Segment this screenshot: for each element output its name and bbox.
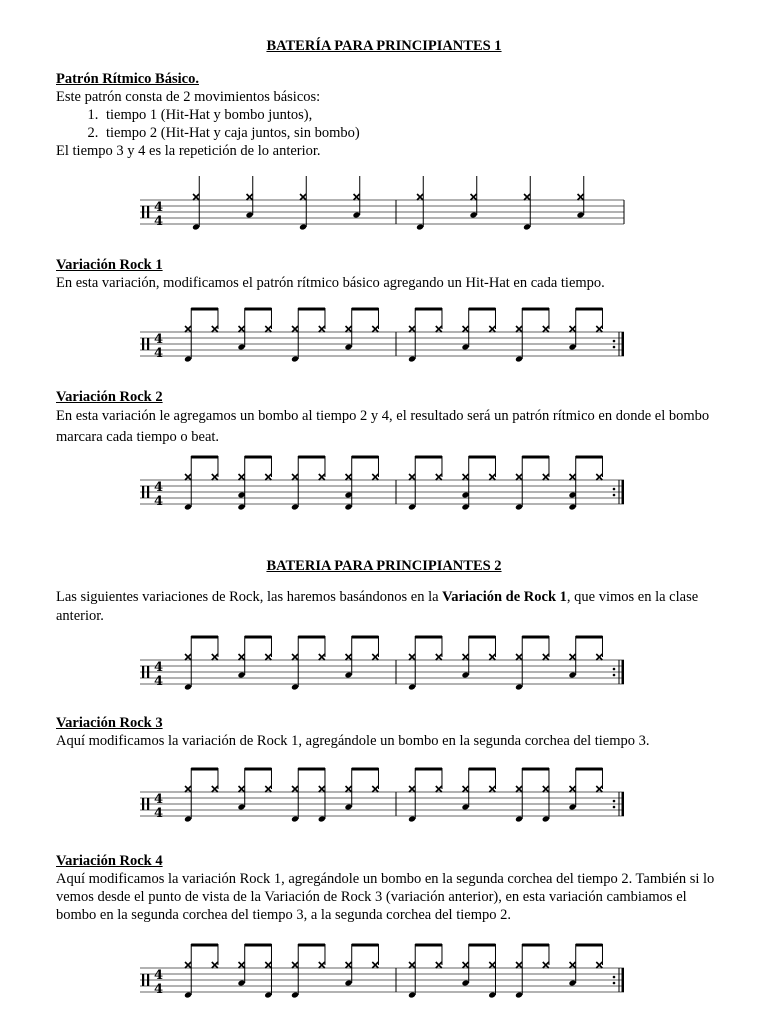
staff-svg xyxy=(132,452,632,516)
section-outro-basic: El tiempo 3 y 4 es la repetición de lo anterior. xyxy=(56,143,321,159)
drum-note xyxy=(184,944,192,999)
time-signature-bottom: 4 xyxy=(154,346,164,361)
section-intro2 xyxy=(56,588,716,626)
drum-note xyxy=(212,768,218,792)
drum-note xyxy=(515,768,523,823)
drum-note xyxy=(489,308,495,332)
final-barline xyxy=(622,968,625,992)
percussion-clef-bar xyxy=(142,206,144,218)
section-heading-rock1: Variación Rock 1 xyxy=(56,257,163,273)
beam xyxy=(298,308,325,311)
beam xyxy=(415,944,442,947)
drum-note xyxy=(596,636,602,660)
time-signature-bottom: 4 xyxy=(154,674,164,689)
drum-note xyxy=(291,768,299,823)
drum-note xyxy=(408,636,416,691)
repeat-dot xyxy=(613,806,616,809)
page-title-1: BATERÍA PARA PRINCIPIANTES 1 xyxy=(266,38,502,54)
section-text-rock2: En esta variación le agregamos un bombo al tiempo 2 y 4, el resultado será un patrón rítmico en donde el bombo marcara cada tiempo o beat. xyxy=(56,408,710,445)
beam xyxy=(576,944,603,947)
drum-note xyxy=(344,456,352,511)
beam xyxy=(576,456,603,459)
beam xyxy=(352,456,379,459)
time-signature-top: 4 xyxy=(154,968,164,983)
staff-svg xyxy=(132,940,632,1004)
section-heading-rock4: Variación Rock 4 xyxy=(56,853,163,869)
percussion-clef-bar xyxy=(147,798,149,810)
beam xyxy=(298,636,325,639)
drum-note xyxy=(318,768,326,823)
drum-note xyxy=(291,308,299,363)
beam xyxy=(415,768,442,771)
beam xyxy=(352,636,379,639)
beam xyxy=(352,768,379,771)
drum-note xyxy=(291,944,299,999)
staff-svg xyxy=(132,172,632,236)
time-signature-top: 4 xyxy=(154,332,164,347)
beam xyxy=(522,456,549,459)
drum-note xyxy=(543,456,549,480)
drum-note xyxy=(291,636,299,691)
drum-note xyxy=(515,944,523,999)
drum-note xyxy=(372,456,378,480)
percussion-clef-bar xyxy=(147,206,149,218)
drum-note xyxy=(184,308,192,363)
section-heading-rock2: Variación Rock 2 xyxy=(56,389,163,405)
beam xyxy=(576,308,603,311)
drum-note xyxy=(372,944,378,968)
beam xyxy=(245,456,272,459)
drum-note xyxy=(264,944,272,999)
time-signature-top: 4 xyxy=(154,200,164,215)
drum-staff-basic xyxy=(132,172,632,236)
drum-note xyxy=(265,456,271,480)
drum-note xyxy=(408,768,416,823)
drum-staff-rock1-repeat xyxy=(132,632,632,696)
percussion-clef-bar xyxy=(142,666,144,678)
repeat-dot xyxy=(613,488,616,491)
beam xyxy=(191,944,218,947)
time-signature-top: 4 xyxy=(154,480,164,495)
drum-note xyxy=(237,456,245,511)
section-heading-basic: Patrón Rítmico Básico. xyxy=(56,71,199,87)
drum-note xyxy=(408,456,416,511)
intro2-text xyxy=(56,588,716,626)
percussion-clef-bar xyxy=(142,798,144,810)
intro2-text-bold: Variación de Rock 1 xyxy=(442,589,567,605)
percussion-clef-bar xyxy=(147,338,149,350)
drum-note xyxy=(299,176,307,231)
final-barline xyxy=(622,660,625,684)
beam xyxy=(415,308,442,311)
drum-note xyxy=(184,636,192,691)
repeat-dot xyxy=(613,494,616,497)
final-barline xyxy=(622,332,625,356)
beam xyxy=(469,308,496,311)
section-heading-rock3: Variación Rock 3 xyxy=(56,715,163,731)
beam xyxy=(191,308,218,311)
beam xyxy=(522,944,549,947)
drum-note xyxy=(372,768,378,792)
movement-item-2: 2. tiempo 2 (Hit-Hat y caja juntos, sin bombo) xyxy=(102,124,716,142)
staff-svg xyxy=(132,304,632,368)
drum-note xyxy=(408,308,416,363)
percussion-clef-bar xyxy=(142,974,144,986)
beam xyxy=(576,636,603,639)
drum-note xyxy=(291,456,299,511)
drum-note xyxy=(568,456,576,511)
drum-note xyxy=(372,308,378,332)
section-basic xyxy=(56,70,716,160)
beam xyxy=(191,456,218,459)
drum-note xyxy=(192,176,200,231)
drum-note xyxy=(265,308,271,332)
drum-note xyxy=(265,768,271,792)
beam xyxy=(245,636,272,639)
staff-svg xyxy=(132,764,632,828)
time-signature-bottom: 4 xyxy=(154,982,164,997)
staff-svg xyxy=(132,632,632,696)
beam xyxy=(522,308,549,311)
beam xyxy=(245,308,272,311)
section-text-rock1: En esta variación, modificamos el patrón rítmico básico agregando un Hit-Hat en cada tiempo. xyxy=(56,275,605,291)
beam xyxy=(245,768,272,771)
beam xyxy=(469,636,496,639)
drum-note xyxy=(515,636,523,691)
movement-list xyxy=(56,106,716,142)
beam xyxy=(522,768,549,771)
drum-note xyxy=(596,944,602,968)
beam xyxy=(352,308,379,311)
drum-note xyxy=(515,308,523,363)
beam xyxy=(469,456,496,459)
drum-note xyxy=(489,768,495,792)
drum-note xyxy=(436,636,442,660)
percussion-clef-bar xyxy=(142,338,144,350)
drum-note xyxy=(436,308,442,332)
drum-staff-rock3 xyxy=(132,764,632,828)
section-intro-basic: Este patrón consta de 2 movimientos básicos: xyxy=(56,89,321,105)
beam xyxy=(352,944,379,947)
final-barline xyxy=(622,480,625,504)
time-signature-bottom: 4 xyxy=(154,214,164,229)
section-rock2 xyxy=(56,388,716,448)
drum-note xyxy=(436,944,442,968)
section-rock4 xyxy=(56,852,716,924)
beam xyxy=(469,944,496,947)
repeat-dot xyxy=(613,668,616,671)
beam xyxy=(522,636,549,639)
drum-note xyxy=(212,636,218,660)
drum-note xyxy=(319,944,325,968)
drum-note xyxy=(372,636,378,660)
drum-note xyxy=(488,944,496,999)
repeat-dot xyxy=(613,800,616,803)
percussion-clef-bar xyxy=(147,974,149,986)
drum-note xyxy=(523,176,531,231)
drum-note xyxy=(436,456,442,480)
drum-note xyxy=(184,768,192,823)
section-rock3 xyxy=(56,714,716,750)
repeat-dot xyxy=(613,982,616,985)
drum-note xyxy=(596,456,602,480)
drum-note xyxy=(596,768,602,792)
drum-note xyxy=(489,456,495,480)
intro2-text-before: Las siguientes variaciones de Rock, las haremos basándonos en la xyxy=(56,589,443,605)
time-signature-top: 4 xyxy=(154,792,164,807)
drum-note xyxy=(461,456,469,511)
time-signature-bottom: 4 xyxy=(154,806,164,821)
percussion-clef-bar xyxy=(147,666,149,678)
drum-note xyxy=(319,636,325,660)
beam xyxy=(191,636,218,639)
drum-staff-rock1 xyxy=(132,304,632,368)
drum-note xyxy=(319,308,325,332)
page-title-2: BATERIA PARA PRINCIPIANTES 2 xyxy=(266,558,502,574)
movement-item-1: 1. tiempo 1 (Hit-Hat y bombo juntos), xyxy=(102,106,716,124)
drum-note xyxy=(543,308,549,332)
repeat-dot xyxy=(613,976,616,979)
beam xyxy=(191,768,218,771)
drum-note xyxy=(319,456,325,480)
drum-note xyxy=(489,636,495,660)
drum-staff-rock2 xyxy=(132,452,632,516)
section-text-rock4: Aquí modificamos la variación Rock 1, agregándole un bombo en la segunda corchea del tiempo 2. También si lo vemos desde el punto de vista de la Variación de Rock 3 (variación anterior), en esta variación cambiamos el bombo en la segunda corchea del tiempo 3, a la segunda corchea del tiempo 2. xyxy=(56,871,715,923)
repeat-dot xyxy=(613,674,616,677)
drum-note xyxy=(543,636,549,660)
beam xyxy=(298,456,325,459)
drum-note xyxy=(212,944,218,968)
section-text-rock3: Aquí modificamos la variación de Rock 1, agregándole un bombo en la segunda corchea del tiempo 3. xyxy=(56,733,650,749)
drum-note xyxy=(416,176,424,231)
time-signature-top: 4 xyxy=(154,660,164,675)
drum-note xyxy=(265,636,271,660)
drum-note xyxy=(436,768,442,792)
beam xyxy=(415,456,442,459)
drum-note xyxy=(212,308,218,332)
section-rock1 xyxy=(56,256,716,292)
drum-note xyxy=(408,944,416,999)
drum-note xyxy=(596,308,602,332)
beam xyxy=(298,768,325,771)
drum-staff-rock4 xyxy=(132,940,632,1004)
drum-note xyxy=(212,456,218,480)
final-barline xyxy=(622,792,625,816)
percussion-clef-bar xyxy=(147,486,149,498)
drum-note xyxy=(184,456,192,511)
beam xyxy=(415,636,442,639)
drum-note xyxy=(543,944,549,968)
intro2-text-after: , que vimos en la clase anterior. xyxy=(56,589,699,624)
beam xyxy=(576,768,603,771)
drum-note xyxy=(542,768,550,823)
repeat-dot xyxy=(613,340,616,343)
time-signature-bottom: 4 xyxy=(154,494,164,509)
percussion-clef-bar xyxy=(142,486,144,498)
drum-note xyxy=(515,456,523,511)
repeat-dot xyxy=(613,346,616,349)
beam xyxy=(469,768,496,771)
beam xyxy=(298,944,325,947)
beam xyxy=(245,944,272,947)
